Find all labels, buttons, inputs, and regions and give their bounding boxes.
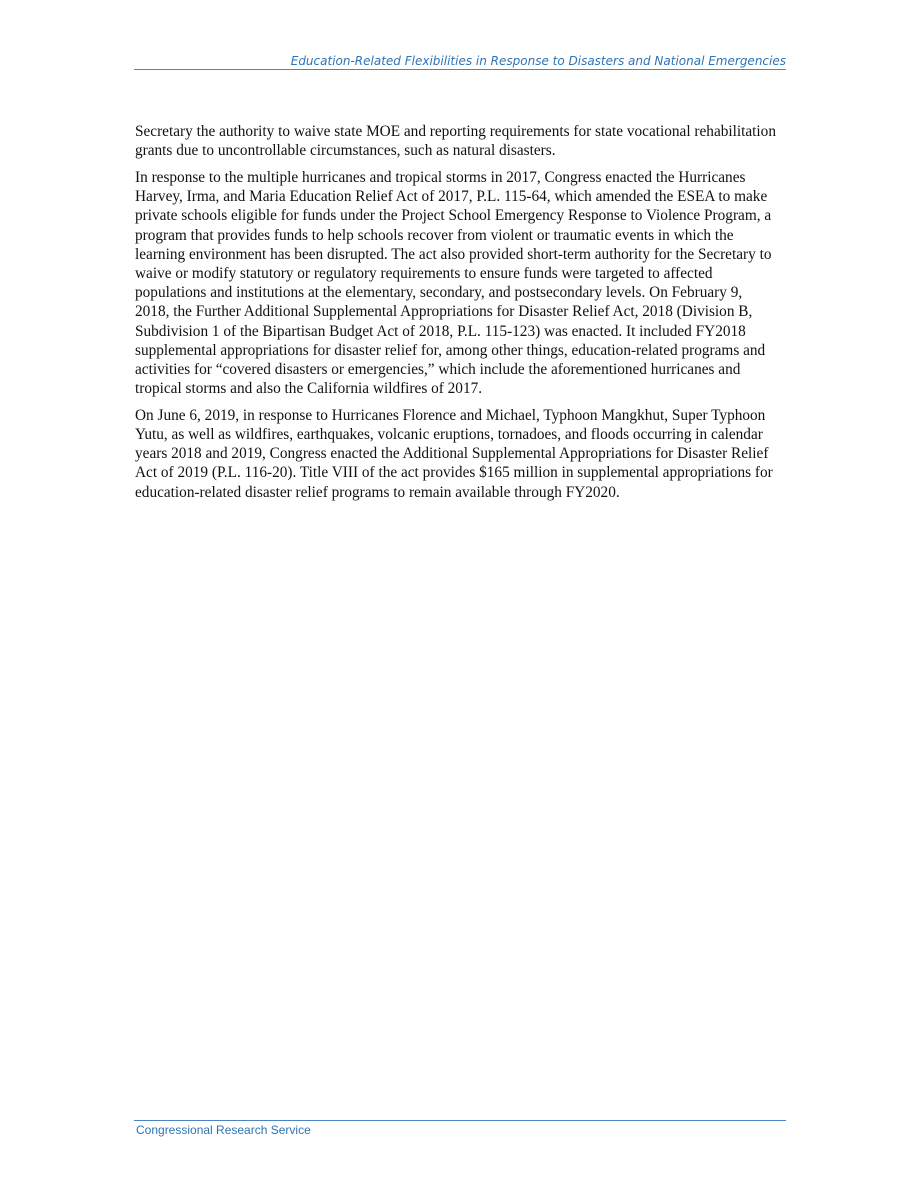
header-divider: [134, 69, 786, 70]
footer-divider: [134, 1120, 786, 1121]
body-paragraph: In response to the multiple hurricanes and tropical storms in 2017, Congress enacted the Hurricanes Harvey, Irma, and Maria Education Relief Act of 2017, P.L. 115-64, which amended the ESEA to make private schools eligible for funds under the Project School Emergency Response to Violence Program, a program that provides funds to help schools recover from violent or traumatic events in which the learning environment has been disrupted. The act also provided short-term authority for the Secretary to waive or modify statutory or regulatory requirements to ensure funds were targeted to affected populations and institutions at the elementary, secondary, and postsecondary levels. On February 9, 2018, the Further Additional Supplemental Appropriations for Disaster Relief Act, 2018 (Division B, Subdivision 1 of the Bipartisan Budget Act of 2018, P.L. 115-123) was enacted. It included FY2018 supplemental appropriations for disaster relief for, among other things, education-related programs and activities for “covered disasters or emergencies,” which include the aforementioned hurricanes and tropical storms and also the California wildfires of 2017.: [135, 168, 772, 398]
body-paragraph: Secretary the authority to waive state MOE and reporting requirements for state vocational rehabilitation grants due to uncontrollable circumstances, such as natural disasters.: [135, 123, 776, 160]
footer-organization: Congressional Research Service: [136, 1123, 311, 1137]
running-header: Education-Related Flexibilities in Response to Disasters and National Emergencies: [290, 54, 786, 68]
body-paragraph: On June 6, 2019, in response to Hurricanes Florence and Michael, Typhoon Mangkhut, Super Typhoon Yutu, as well as wildfires, earthquakes, volcanic eruptions, tornadoes, and floods occurring in calendar years 2018 and 2019, Congress enacted the Additional Supplemental Appropriations for Disaster Relief Act of 2019 (P.L. 116-20). Title VIII of the act provides $165 million in supplemental appropriations for education-related disaster relief programs to remain available through FY2020.: [135, 406, 773, 501]
document-body: [135, 122, 777, 509]
